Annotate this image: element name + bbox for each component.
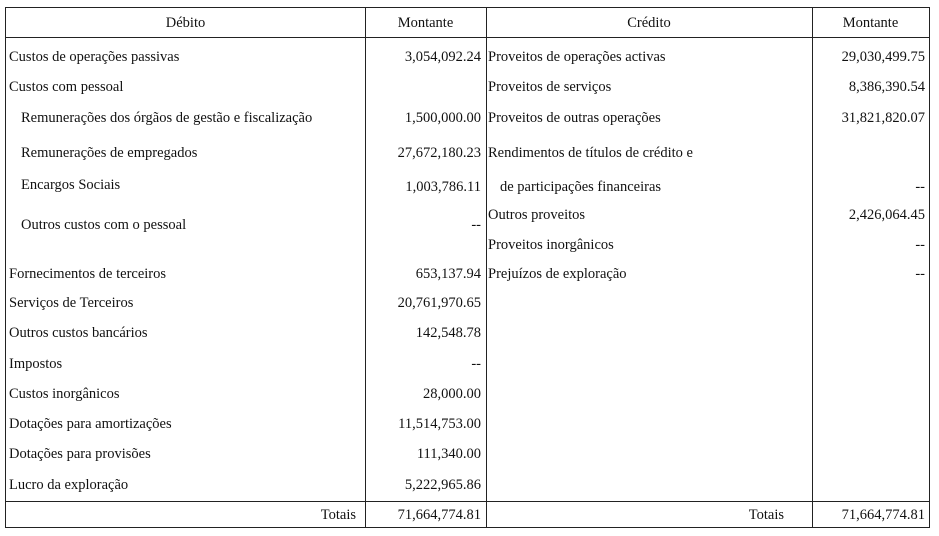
header-credit-amount: Montante	[842, 15, 899, 31]
debit-value: 1,500,000.00	[404, 110, 481, 126]
debit-value: 1,003,786.11	[405, 179, 481, 195]
debit-label: Lucro da exploração	[9, 477, 129, 493]
header-credit: Crédito	[627, 15, 671, 31]
accounts-table	[5, 7, 930, 528]
credit-label: Proveitos inorgânicos	[488, 237, 614, 253]
debit-value: 20,761,970.65	[397, 295, 481, 311]
debit-value: 28,000.00	[423, 386, 481, 402]
credit-value: 8,386,390.54	[848, 79, 925, 95]
debit-totals-label: Totais	[320, 507, 356, 523]
credit-label: Rendimentos de títulos de crédito e	[488, 145, 693, 161]
debit-value: 111,340.00	[416, 446, 481, 462]
debit-label: Dotações para provisões	[9, 446, 151, 462]
debit-value: 5,222,965.86	[404, 477, 481, 493]
header-debit: Débito	[165, 15, 206, 31]
credit-label: Outros proveitos	[488, 207, 586, 223]
credit-value: 31,821,820.07	[841, 110, 925, 126]
debit-label: Custos de operações passivas	[9, 49, 180, 65]
totals-row	[6, 501, 929, 527]
credit-totals-label: Totais	[748, 507, 784, 523]
debit-value: 27,672,180.23	[397, 145, 481, 161]
debit-value: 11,514,753.00	[398, 416, 481, 432]
debit-value: 142,548.78	[415, 325, 481, 341]
table-header	[6, 8, 929, 38]
debit-label: Fornecimentos de terceiros	[9, 266, 167, 282]
credit-label: Proveitos de serviços	[488, 79, 612, 95]
debit-label: Dotações para amortizações	[9, 416, 172, 432]
debit-label: Remunerações de empregados	[21, 145, 198, 161]
debit-label: Outros custos bancários	[9, 325, 148, 341]
credit-value: 2,426,064.45	[848, 207, 925, 223]
debit-label: Remunerações dos órgãos de gestão e fiscalização	[21, 110, 313, 126]
debit-label: Encargos Sociais	[21, 177, 121, 193]
debit-value: 653,137.94	[415, 266, 481, 282]
debit-value: --	[471, 356, 481, 372]
credit-value: --	[915, 266, 925, 282]
debit-label: Impostos	[9, 356, 63, 372]
header-debit-amount: Montante	[397, 15, 454, 31]
debit-value: 3,054,092.24	[404, 49, 481, 65]
credit-label: Proveitos de operações activas	[488, 49, 666, 65]
debit-label: Custos com pessoal	[9, 79, 124, 95]
credit-value: --	[915, 237, 925, 253]
credit-totals-value: 71,664,774.81	[841, 507, 925, 523]
credit-value: --	[915, 179, 925, 195]
column-divider	[486, 8, 487, 527]
credit-label: Proveitos de outras operações	[488, 110, 661, 126]
debit-label: Outros custos com o pessoal	[21, 217, 187, 233]
debit-totals-value: 71,664,774.81	[397, 507, 481, 523]
debit-value: --	[471, 217, 481, 233]
credit-value: 29,030,499.75	[841, 49, 925, 65]
credit-label: Prejuízos de exploração	[488, 266, 627, 282]
debit-label: Custos inorgânicos	[9, 386, 120, 402]
debit-label: Serviços de Terceiros	[9, 295, 134, 311]
credit-label: de participações financeiras	[500, 179, 662, 195]
